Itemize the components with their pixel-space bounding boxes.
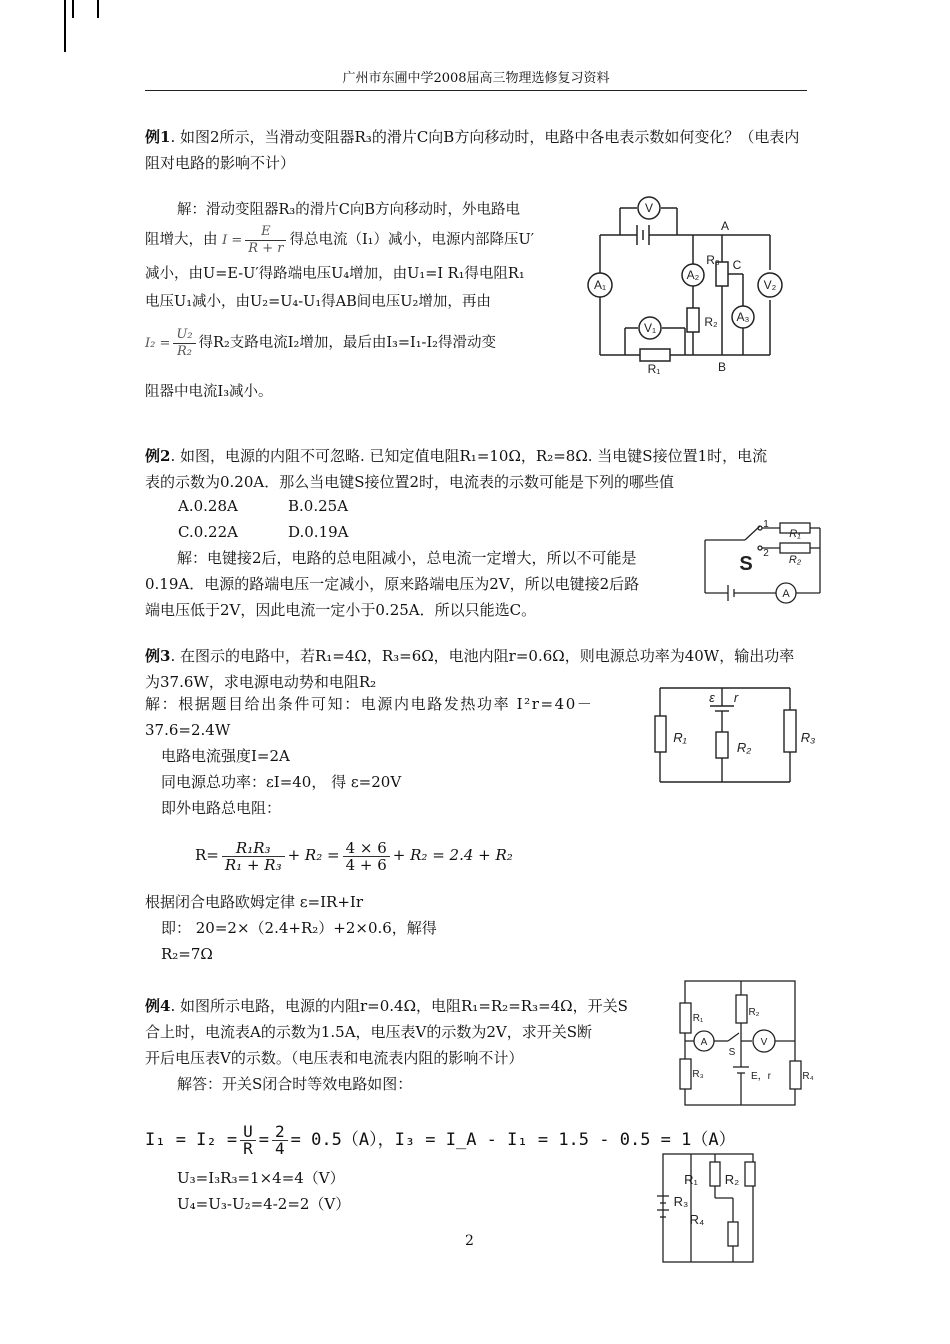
ex4-question-text: . 如图所示电路，电源的内阻r=0.4Ω，电阻R₁=R₂=R₃=4Ω，开关S — [170, 997, 628, 1015]
ex4-current-equation — [145, 1118, 736, 1162]
fig-label: R₂ — [736, 740, 752, 755]
ex3-sol-line: 根据闭合电路欧姆定律 ε=IR+Ir — [145, 893, 363, 911]
ex1-sol-line: 得R₂支路电流I₂增加，最后由I₃=I₁-I₂得滑动变 — [198, 335, 496, 351]
frac-num: R₁R₃ — [222, 840, 285, 857]
fig-label: R₃ — [800, 730, 816, 745]
ex3-sol-line: 电路电流强度I=2A — [161, 747, 290, 765]
eq-fraction — [343, 840, 390, 873]
ex3-question-text: 为37.6W，求电源电动势和电阻R₂ — [145, 673, 377, 691]
fig-label: ε — [709, 690, 715, 705]
ex3-sol-line: 即外电路总电阻： — [161, 799, 282, 817]
fig-label: V₁ — [643, 321, 657, 335]
fig-label: R₄ — [689, 1212, 705, 1227]
ex4-question-text: 合上时，电流表A的示数为1.5A，电压表V的示数为2V，求开关S断 — [145, 1023, 593, 1041]
ex4-question — [145, 993, 660, 1097]
ex1-sol-line: 阻增大，由 — [145, 232, 218, 248]
page-number: 2 — [465, 1233, 474, 1249]
ex4-sol-line: U₄=U₃-U₂=4-2=2（V） — [177, 1195, 351, 1213]
ex2-sol-line: 0.19A．电源的路端电压一定减小，原来路端电压为2V，所以电键接2后路 — [145, 575, 640, 593]
fig-label: R₂ — [748, 1007, 760, 1018]
fig-label: C — [732, 258, 742, 272]
ex3-resistance-equation — [195, 830, 513, 880]
ex3-label: 例3 — [145, 647, 171, 665]
eq-fraction — [272, 1121, 288, 1158]
ex1-question — [145, 124, 810, 176]
ex2-label: 例2 — [145, 447, 171, 465]
ex2-option-d: D.0.19A — [288, 523, 349, 541]
eq-part: + R₂ = — [287, 846, 340, 864]
fig-label: R₁ — [673, 730, 687, 745]
ex1-sol-line: 电压U₁减小，由U₂=U₄-U₁得AB间电压U₂增加，再由 — [145, 294, 491, 310]
fig-label: E，r — [751, 1071, 771, 1082]
fig-label: R₁ — [692, 1013, 704, 1024]
fig-label: R₂ — [704, 315, 718, 329]
ex2-question-text: . 如图，电源的内阻不可忽略. 已知定值电阻R₁=10Ω，R₂=8Ω. 当电键S接位置1时，电流 — [170, 447, 768, 465]
frac-num: U — [240, 1124, 256, 1141]
fig-label: R₁ — [789, 528, 801, 540]
fig-label: A₁ — [593, 278, 607, 292]
ex4-label: 例4 — [145, 997, 171, 1015]
ex1-sol-line: 得总电流（I₁）减小，电源内部降压U′ — [289, 232, 535, 248]
frac-den: R — [243, 1138, 253, 1158]
fig-label: S — [739, 553, 753, 575]
ex2-solution — [145, 545, 700, 623]
ex4-solution — [177, 1165, 477, 1217]
eq-part: + R₂ = 2.4 + R₂ — [392, 846, 513, 864]
crop-mark — [97, 0, 99, 18]
eq-part: I₁ = I₂ = — [145, 1130, 238, 1150]
crop-mark — [72, 0, 74, 18]
ex2-question-text: 表的示数为0.20A．那么当电键S接位置2时，电流表的示数可能是下列的哪些值 — [145, 473, 675, 491]
ex3-solution-2 — [145, 889, 640, 967]
frac-den: R + r — [248, 240, 284, 256]
fig-label: R₃ — [692, 1069, 704, 1080]
fig-label: V — [644, 201, 654, 215]
fig-label: r — [733, 690, 739, 705]
ex1-formula-i2 — [173, 327, 195, 360]
frac-den: R₂ — [176, 343, 192, 359]
fig-label: A₃ — [736, 310, 750, 324]
ex2-option-a: A.0.28A — [178, 497, 238, 515]
eq-part: = — [258, 1130, 270, 1150]
ex2-sol-line: 端电压低于2V，因此电流一定小于0.25A．所以只能选C。 — [145, 601, 537, 619]
ex3-sol-line: 即： 20=2×（2.4+R₂）+2×0.6，解得 — [161, 919, 437, 937]
fig-label: R₃ — [706, 253, 720, 267]
ex2-option-b: B.0.25A — [288, 497, 349, 515]
ex4-sol-line: 解答：开关S闭合时等效电路如图： — [177, 1075, 413, 1093]
fig-label: V₂ — [763, 278, 777, 292]
ex2-sol-line: 解：电键接2后，电路的总电阻减小，总电流一定增大，所以不可能是 — [177, 549, 637, 567]
ex1-formula-lhs: I = — [222, 233, 243, 248]
ex1-circuit-diagram — [585, 190, 790, 375]
ex4-equivalent-circuit — [655, 1148, 760, 1266]
ex3-circuit-diagram — [652, 680, 822, 792]
fig-label: R₃ — [673, 1194, 689, 1209]
fig-label: 1 — [763, 519, 769, 530]
fig-label: A₂ — [686, 268, 700, 282]
eq-fraction — [240, 1121, 256, 1158]
fig-label: R₄ — [802, 1071, 814, 1082]
ex4-question-text: 开后电压表V的示数。（电压表和电流表内阻的影响不计） — [145, 1049, 524, 1067]
ex3-sol-line: 同电源总功率：εI=40， 得 ε=20V — [161, 773, 402, 791]
ex2-circuit-diagram — [700, 518, 825, 610]
fig-label: R₂ — [788, 554, 802, 566]
ex1-question-text: . 如图2所示，当滑动变阻器R₃的滑片C向B方向移动时，电路中各电表示数如何变化？（电表内阻对电路的影响不计） — [145, 128, 800, 172]
ex1-sol-line: 解：滑动变阻器R₃的滑片C向B方向移动时，外电路电 — [177, 202, 520, 218]
eq-part: = 0.5（A），I₃ = I_A - I₁ = 1.5 - 0.5 = 1（A） — [290, 1130, 736, 1150]
fig-label: S — [728, 1047, 736, 1058]
ex3-sol-line: 解：根据题目给出条件可知：电源内电路发热功率 I²r=40－ — [145, 695, 594, 713]
ex2-question — [145, 443, 815, 495]
frac-den: R₁ + R₃ — [224, 855, 282, 874]
frac-num: 4 × 6 — [343, 840, 390, 857]
fig-label: A — [782, 588, 790, 600]
ex2-options — [178, 493, 478, 545]
ex1-sol-line: 减小，由U=E-U′得路端电压U₄增加，由U₁=I R₁得电阻R₁ — [145, 266, 525, 282]
fig-label: R₁ — [647, 362, 661, 375]
fig-label: B — [717, 360, 727, 374]
ex1-formula-current — [245, 224, 286, 257]
ex1-formula2-lhs: I₂ = — [145, 336, 171, 351]
ex3-sol-line: R₂=7Ω — [161, 945, 213, 963]
eq-lhs: R= — [195, 846, 219, 864]
frac-num: 2 — [272, 1124, 288, 1141]
frac-den: 4 + 6 — [345, 855, 387, 874]
ex1-solution — [145, 197, 580, 405]
fig-label: A — [700, 1037, 708, 1048]
fig-label: R₂ — [724, 1172, 740, 1187]
ex3-question-text: . 在图示的电路中，若R₁=4Ω，R₃=6Ω，电池内阻r=0.6Ω，则电源总功率为40W，输出功率 — [170, 647, 795, 665]
fig-label: R₁ — [684, 1172, 698, 1187]
crop-mark — [64, 0, 66, 52]
ex4-circuit-diagram — [676, 975, 816, 1111]
ex4-sol-line: U₃=I₃R₃=1×4=4（V） — [177, 1169, 345, 1187]
page-header: 广州市东圃中学2008届高三物理选修复习资料 — [145, 67, 807, 91]
ex1-label: 例1 — [145, 128, 171, 146]
frac-den: 4 — [275, 1138, 285, 1158]
fig-label: 2 — [763, 548, 769, 559]
ex3-sol-line: 37.6=2.4W — [145, 721, 231, 739]
fig-label: A — [720, 219, 730, 233]
frac-num: E — [245, 224, 286, 241]
ex2-option-c: C.0.22A — [178, 523, 238, 541]
fig-label: V — [760, 1037, 768, 1048]
ex3-solution — [145, 691, 640, 821]
eq-fraction — [222, 840, 285, 873]
ex1-sol-line: 阻器中电流I₃减小。 — [145, 384, 273, 400]
frac-num: U₂ — [173, 327, 195, 344]
